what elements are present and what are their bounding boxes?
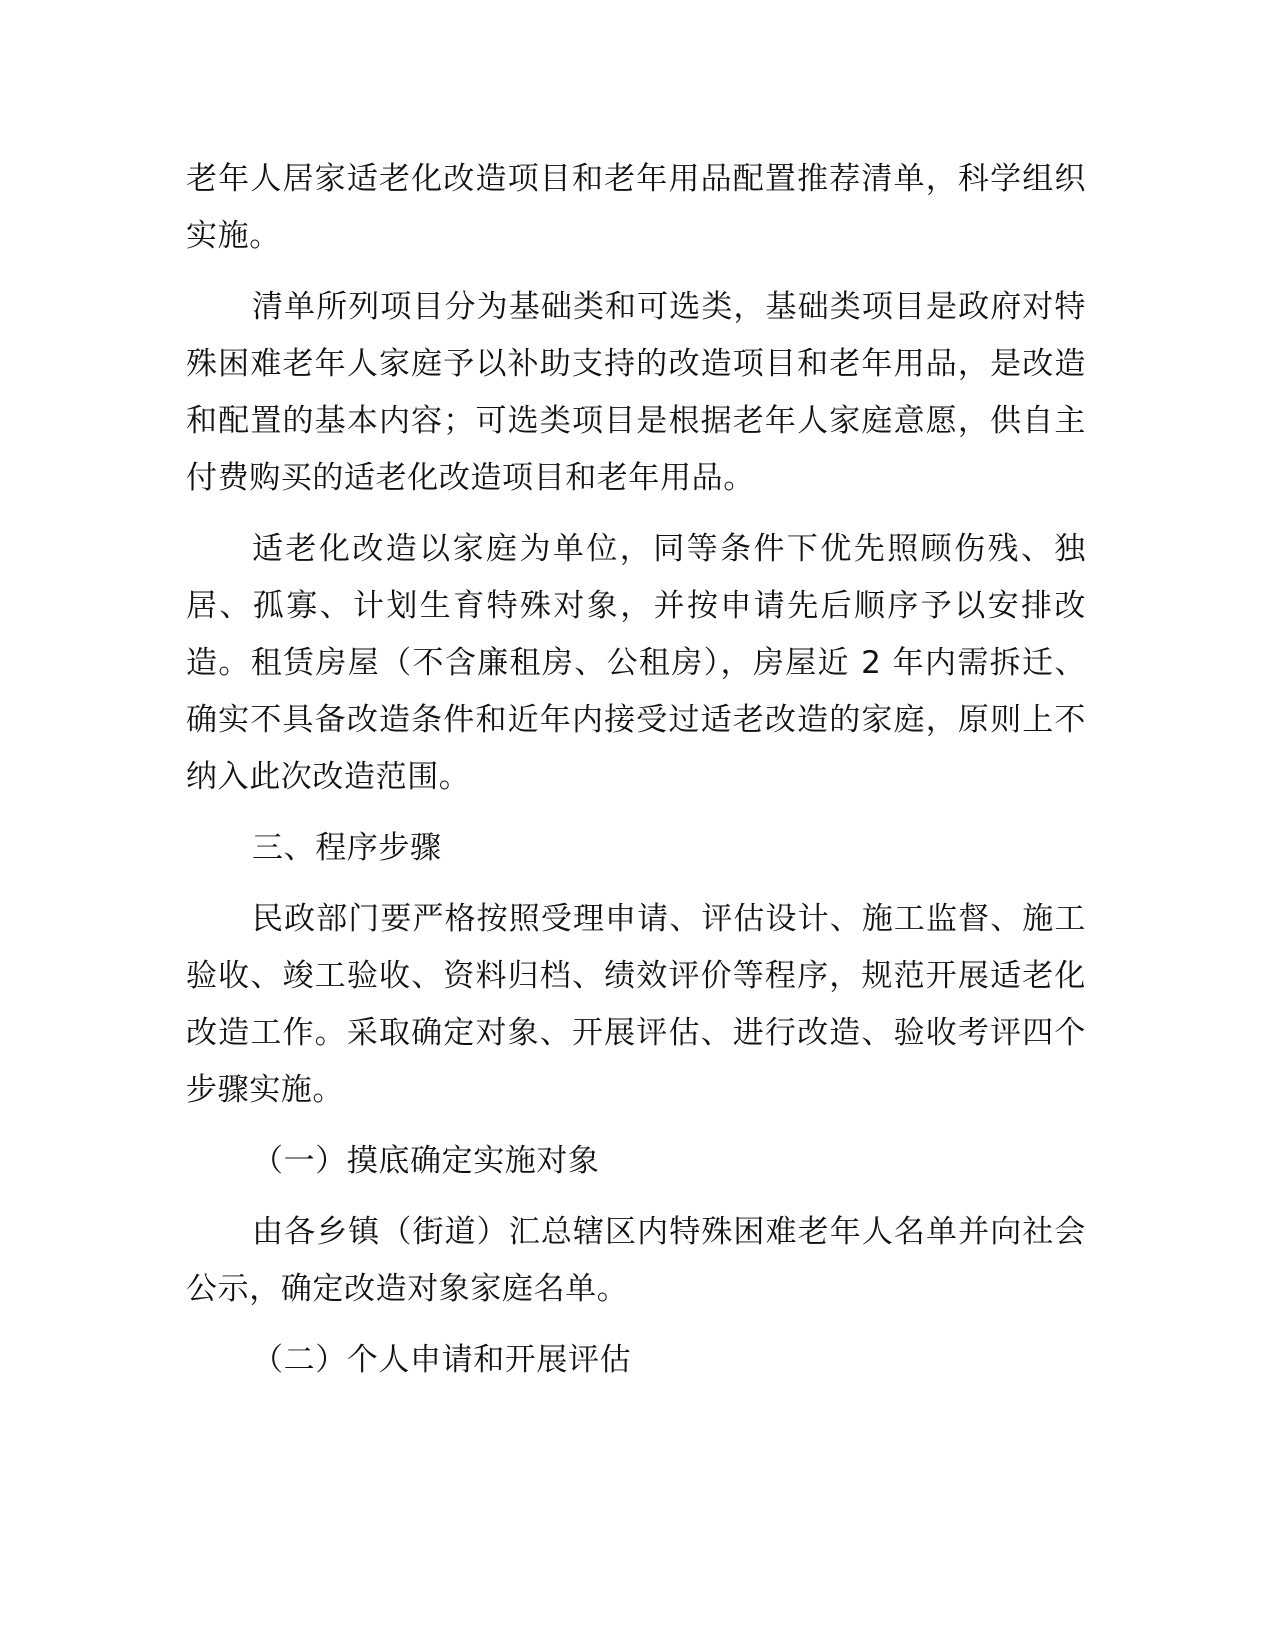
paragraph-continuation: 老年人居家适老化改造项目和老年用品配置推荐清单，科学组织实施。 — [186, 161, 1086, 254]
document-body — [186, 151, 1086, 1403]
paragraph-township-list: 由各乡镇（街道）汇总辖区内特殊困难老年人名单并向社会公示，确定改造对象家庭名单。 — [186, 1214, 1086, 1307]
paragraph-checklist-categories: 清单所列项目分为基础类和可选类，基础类项目是政府对特殊困难老年人家庭予以补助支持的改造项目和老年用品，是改造和配置的基本内容；可选类项目是根据老年人家庭意愿，供自主付费购买的适老化改造项目和老年用品。 — [186, 289, 1086, 496]
subheading-application-assessment: （二）个人申请和开展评估 — [252, 1342, 632, 1378]
section-heading-procedure: 三、程序步骤 — [252, 830, 442, 866]
paragraph-household-priority: 适老化改造以家庭为单位，同等条件下优先照顾伤残、独居、孤寡、计划生育特殊对象，并按申请先后顺序予以安排改造。租赁房屋（不含廉租房、公租房），房屋近 2 年内需拆迁、确实不具备改造条件和近年内接受过适老改造的家庭，原则上不纳入此次改造范围。 — [186, 531, 1086, 795]
paragraph-procedure-steps: 民政部门要严格按照受理申请、评估设计、施工监督、施工验收、竣工验收、资料归档、绩效评价等程序，规范开展适老化改造工作。采取确定对象、开展评估、进行改造、验收考评四个步骤实施。 — [186, 901, 1086, 1108]
subheading-identify-targets: （一）摸底确定实施对象 — [252, 1143, 600, 1179]
